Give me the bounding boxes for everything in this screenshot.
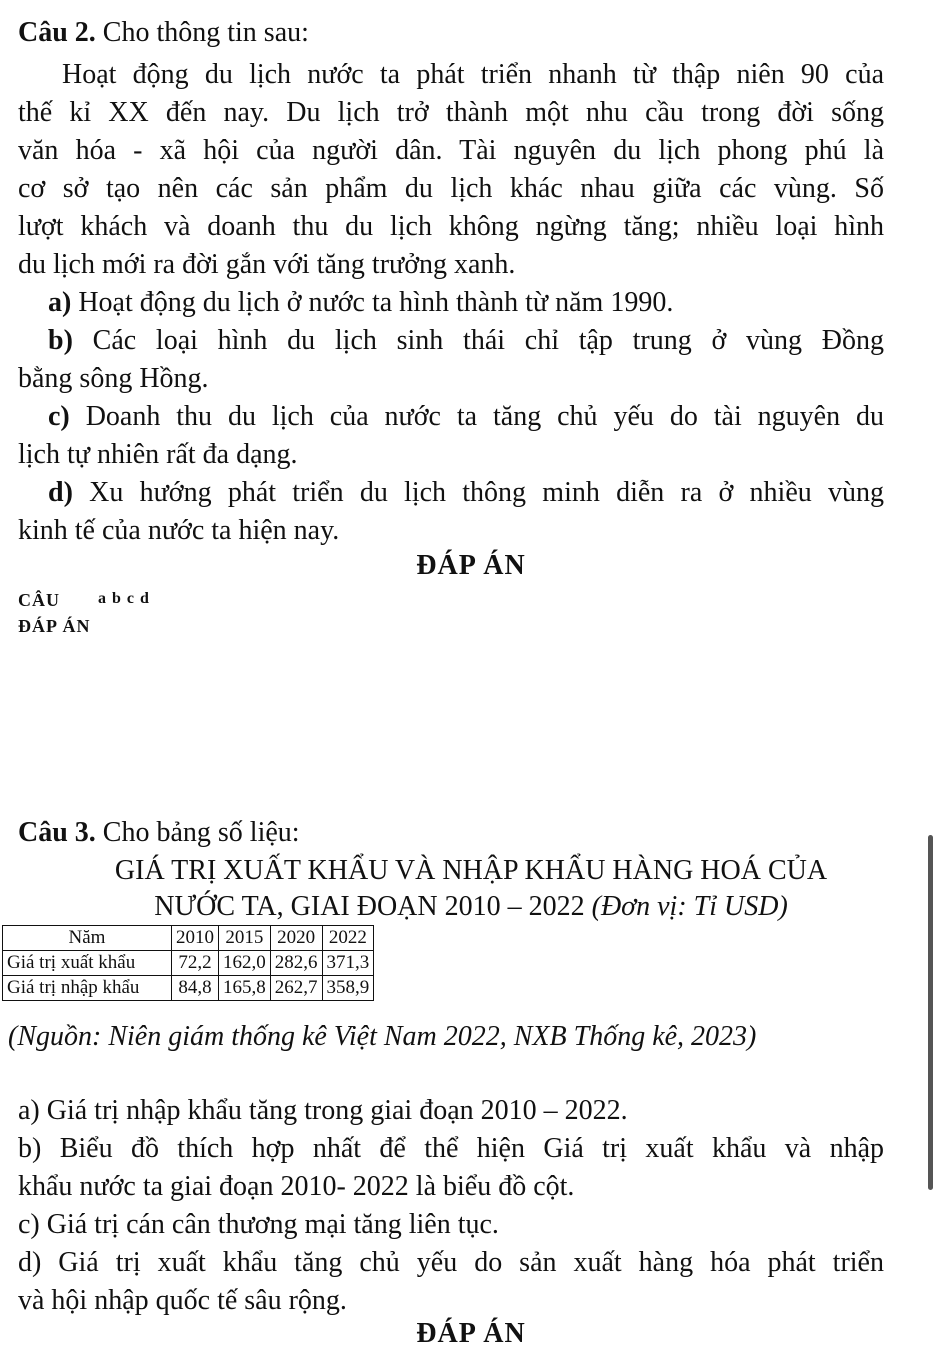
q2-option-d-text: Xu hướng phát triển du lịch thông minh diễn ra ở nhiều vùng (89, 477, 885, 508)
q2-passage-line: Hoạt động du lịch nước ta phát triển nhanh từ thập niên 90 của (62, 59, 884, 90)
q2-option-d-cont: kinh tế của nước ta hiện nay. (18, 515, 340, 546)
q2-answer-row1-label: CÂU (18, 590, 60, 610)
q3-data-table (2, 925, 374, 1001)
q2-heading: Câu 2. (18, 17, 96, 48)
table-cell: 162,0 (219, 951, 271, 976)
table-header-cell: 2010 (172, 926, 219, 951)
q3-option-a: a) Giá trị nhập khẩu tăng trong giai đoạn 2010 – 2022. (18, 1095, 628, 1126)
table-cell: 262,7 (270, 976, 322, 1001)
q2-option-c-label: c) (48, 401, 70, 432)
q2-option-c-cont: lịch tự nhiên rất đa dạng. (18, 439, 298, 470)
q2-answer-row2-label: ĐÁP ÁN (18, 616, 91, 636)
table-header-cell: 2020 (270, 926, 322, 951)
q2-option-b-cont: bằng sông Hồng. (18, 363, 209, 394)
table-cell: 282,6 (270, 951, 322, 976)
table-row-header: Giá trị xuất khẩu (3, 951, 172, 976)
q3-intro: Cho bảng số liệu: (102, 817, 300, 848)
q2-option-c-text: Doanh thu du lịch của nước ta tăng chủ yếu do tài nguyên du (85, 401, 884, 432)
q2-option-c (48, 400, 884, 434)
table-row (3, 951, 374, 976)
q3-answer-title: ĐÁP ÁN (416, 1318, 526, 1349)
q3-option-b-cont: khẩu nước ta giai đoạn 2010- 2022 là biểu đồ cột. (18, 1171, 575, 1202)
q3-source (8, 1020, 884, 1054)
q2-answer-title: ĐÁP ÁN (416, 550, 526, 581)
q2-option-b-text: Các loại hình du lịch sinh thái chỉ tập trung ở vùng Đồng (92, 325, 885, 356)
q2-option-b (48, 324, 884, 358)
q2-passage-line: du lịch mới ra đời gắn với tăng trưởng xanh. (18, 249, 516, 280)
q2-intro: Cho thông tin sau: (102, 17, 309, 48)
scrollbar-thumb[interactable] (928, 835, 933, 1190)
table-header-cell: 2022 (322, 926, 374, 951)
q3-table-title-main: NƯỚC TA, GIAI ĐOẠN 2010 – 2022 (154, 891, 585, 922)
table-header-cell: Năm (3, 926, 172, 951)
table-cell: 358,9 (322, 976, 374, 1001)
q3-table-title-line2 (0, 890, 942, 924)
q3-option-d: d) Giá trị xuất khẩu tăng chủ yếu do sản xuất hàng hóa phát triển (18, 1247, 884, 1278)
q2-passage-line: lượt khách và doanh thu du lịch không ngừng tăng; nhiều loại hình (18, 211, 884, 242)
q3-source-text: (Nguồn: Niên giám thống kê Việt Nam 2022, NXB Thống kê, 2023) (8, 1021, 757, 1052)
q2-passage-line: văn hóa - xã hội của người dân. Tài nguyên du lịch phong phú là (18, 135, 884, 166)
q2-option-a-label: a) (48, 287, 72, 318)
q3-heading: Câu 3. (18, 817, 96, 848)
q3-table-unit: (Đơn vị: Tỉ USD) (591, 891, 788, 922)
q2-answer-row1-value: a b c d (98, 590, 150, 607)
q2-option-d (48, 476, 884, 510)
q3-option-c: c) Giá trị cán cân thương mại tăng liên tục. (18, 1209, 499, 1240)
q2-option-b-label: b) (48, 325, 73, 356)
table-cell: 84,8 (172, 976, 219, 1001)
q2-passage-line: cơ sở tạo nên các sản phẩm du lịch khác nhau giữa các vùng. Số (18, 173, 884, 204)
q3-heading-line (18, 816, 884, 850)
table-row (3, 976, 374, 1001)
table-header-row (3, 926, 374, 951)
table-header-cell: 2015 (219, 926, 271, 951)
table-cell: 371,3 (322, 951, 374, 976)
q3-table-title-line1: GIÁ TRỊ XUẤT KHẨU VÀ NHẬP KHẨU HÀNG HOÁ CỦA (114, 855, 828, 886)
q2-option-a-text: Hoạt động du lịch ở nước ta hình thành từ năm 1990. (78, 287, 674, 318)
q2-heading-line (18, 16, 884, 50)
q2-passage-line: thế kỉ XX đến nay. Du lịch trở thành một nhu cầu trong đời sống (18, 97, 884, 128)
table-cell: 72,2 (172, 951, 219, 976)
q2-option-a (48, 286, 884, 320)
q3-option-b: b) Biểu đồ thích hợp nhất để thể hiện Giá trị xuất khẩu và nhập (18, 1133, 884, 1164)
table-row-header: Giá trị nhập khẩu (3, 976, 172, 1001)
table-cell: 165,8 (219, 976, 271, 1001)
q2-option-d-label: d) (48, 477, 73, 508)
q3-option-d-cont: và hội nhập quốc tế sâu rộng. (18, 1285, 347, 1316)
